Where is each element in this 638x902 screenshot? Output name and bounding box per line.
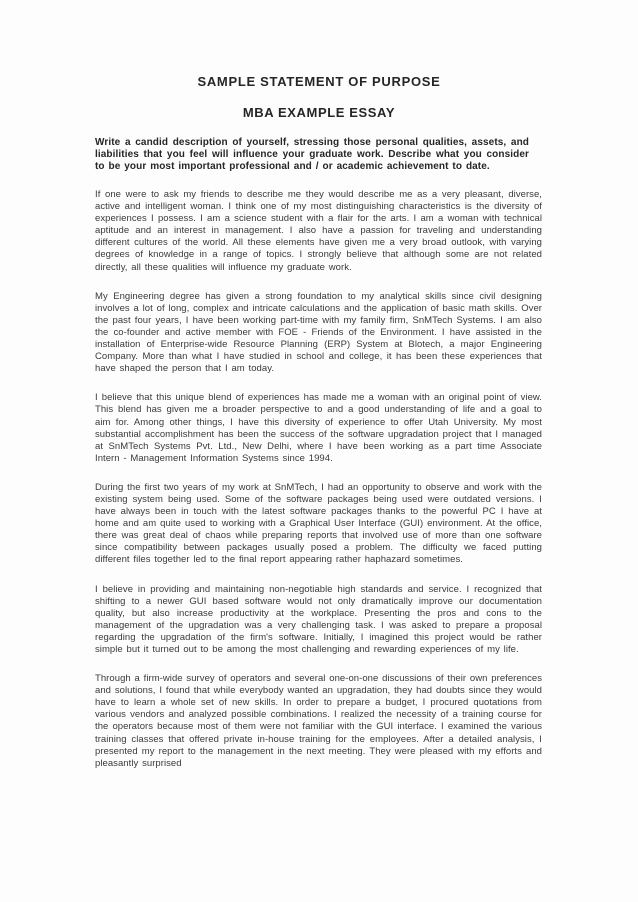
essay-paragraph: During the first two years of my work at SnMTech, I had an opportunity to observe and work with the existing system being used. Some of the software packages being used were outdated versions. I have always been in touch with the latest software packages thanks to the powerful PC I have at home and am quite used to working with a Graphical User Interface (GUI) environment. At the office, there was great deal of chaos while preparing reports that involved use of more than one software since compatibility between packages usually posed a problem. The difficulty we faced putting different files together led to the final report appearing rather haphazard sometimes. xyxy=(95,481,542,566)
essay-paragraph: My Engineering degree has given a strong foundation to my analytical skills since civil designing involves a lot of long, complex and intricate calculations and the application of basic math skills. Over the past four years, I have been working part-time with my family firm, SnMTech Systems. I am also the co-founder and active member with FOE - Friends of the Environment. I have assisted in the installation of Enterprise-wide Resource Planning (ERP) System at Blotech, a major Engineering Company. More than what I have studied in school and college, it has been these experiences that have shaped the person that I am today. xyxy=(95,290,542,375)
essay-body xyxy=(95,137,542,787)
essay-paragraph: If one were to ask my friends to describe me they would describe me as a very pleasant, diverse, active and intelligent woman. I think one of my most distinguishing characteristics is the diversity of experiences I possess. I am a science student with a flair for the arts. I am a woman with technical aptitude and an interest in management. I also have a passion for traveling and understanding different cultures of the world. All these elements have given me a very broad outlook, with varying degrees of knowledge in a range of topics. I strongly believe that although some are not related directly, all these qualities will influence my graduate work. xyxy=(95,189,542,273)
document-subtitle: MBA EXAMPLE ESSAY xyxy=(242,105,396,120)
essay-paragraphs xyxy=(95,189,542,770)
essay-paragraph: I believe that this unique blend of experiences has made me a woman with an original point of view. This blend has given me a broader perspective to and a good understanding of life and a goal to aim for. Among other things, I have this diversity of experience to offer Utah University. My most substantial accomplishment has been the success of the software upgradation project that I managed at SnMTech Systems Pvt. Ltd., New Delhi, where I have been working as a part time Associate Intern - Management Information Systems since 1994. xyxy=(95,392,542,464)
essay-paragraph: I believe in providing and maintaining non-negotiable high standards and service. I recognized that shifting to a newer GUI based software would not only dramatically improve our documentation quality, but also increase productivity at the workplace. Presenting the pros and cons to the management of the upgradation was a very challenging task. I was asked to prepare a proposal regarding the upgradation of the firm's software. Initially, I imagined this project would be rather simple but it turned out to be among the most challenging and rewarding experiences of my life. xyxy=(95,583,542,655)
document-title: SAMPLE STATEMENT OF PURPOSE xyxy=(197,74,441,89)
essay-paragraph: Through a firm-wide survey of operators and several one-on-one discussions of their own preferences and solutions, I found that while everybody wanted an upgradation, they had doubts since they would have to learn a whole set of new skills. In order to prepare a budget, I procured quotations from various vendors and analyzed possible combinations. I realized the necessity of a training course for the operators because most of them were not familiar with the GUI interface. I examined the various training classes that offered private in-house training for the employees. After a detailed analysis, I presented my report to the management in the next meeting. They were pleased with my efforts and pleasantly surprised xyxy=(95,673,542,769)
essay-prompt: Write a candid description of yourself, stressing those personal qualities, assets, and liabilities that you feel will influence your graduate work. Describe what you consider to be your most important professional and / or academic achievement to date. xyxy=(95,137,529,172)
